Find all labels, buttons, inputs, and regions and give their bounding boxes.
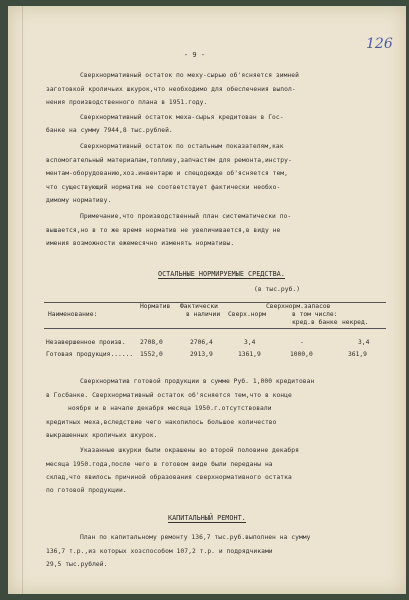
text-line: 136,7 т.р.,из которых хозспособом 107,2 т.р. и подрядчиками [46,548,273,555]
table-cell: 2706,4 [190,339,213,346]
table-cell: 1361,9 [238,351,261,358]
table-cell: Незавершенное произв. [46,339,126,346]
table-header: Норматив [140,303,171,310]
text-line: кредитных меха,вследствие чего накопилось большое количество [46,419,277,426]
table-header: некред. [342,319,369,326]
text-line: Примечание,что производственный план систематически по- [80,213,292,220]
text-line: 29,5 тыс.рублей. [46,561,108,568]
text-line: Сверхнормативный остаток по остальным показателям,как [80,143,284,150]
text-line: димому нормативу. [46,197,112,204]
section-title: ОСТАЛЬНЫЕ НОРМИРУЕМЫЕ СРЕДСТВА. [158,270,285,278]
text-line: ментам-оборудованию,хоз.инвентарю и спецодежде об'ясняется тем, [46,170,288,177]
table-header: в наличии [186,311,221,318]
handwritten-folio-number: 126 [366,36,393,52]
document-page [8,6,406,594]
text-line: Указанные шкурки были окрашены во второй половине декабря [80,447,299,454]
section-title: КАПИТАЛЬНЫЙ РЕМОНТ. [168,514,246,522]
table-header: Сверх.норм [228,311,266,318]
text-line: месяца 1950.года,после чего в готовом виде были переданы на [46,461,273,468]
table-header: кред.в банке [292,319,338,326]
table-rule-bottom [44,328,386,329]
unit-note: (в тыс.руб.) [254,286,301,293]
table-header: Наименование: [48,311,98,318]
text-line: Сверхнорматив готовой продукции в сумме Руб. 1,000 кредитован [80,378,315,385]
text-line: заготовкой кроличьих шкурок,что необходимо для обеспечения выпол- [46,86,296,93]
table-cell: 2913,9 [190,351,213,358]
text-line: нения производственного плана в 1951.году. [46,99,208,106]
table-header: Фактически [180,303,218,310]
text-line: Сверхнормативный остаток меха-сырья кредитован в Гос- [80,114,284,121]
text-line: в Госбанке. Сверхнормативный остаток об'ясняется тем,что в конце [46,392,292,399]
text-line: склад,что явилось причиной образования сверхнормативного остатка [46,474,292,481]
text-line: по готовой продукции. [46,487,127,494]
text-line: План по капитальному ремонту 136,7 тыс.руб.выполнен на сумму [80,534,311,541]
text-line: ноября и в начале декабря месяца 1950.г.отсутствовали [68,405,272,412]
text-line: вспомогательный материалам,топливу,запчастям для ремонта,инстру- [46,157,292,164]
margin-line [22,6,23,594]
text-line: выкрашенных кроличьих шкурок. [46,432,158,439]
table-header: в том числе: [292,311,338,318]
text-line: что существующий норматив не соответствует фактически необхо- [46,184,281,191]
table-cell: 361,9 [348,351,367,358]
table-cell: 1000,0 [290,351,313,358]
table-cell: 1552,0 [140,351,163,358]
text-line: Сверхнормативный остаток по меху-сырью об'ясняется зимней [80,72,299,79]
table-cell: - [300,339,304,346]
table-cell: 3,4 [358,339,370,346]
table-cell: Готовая продукция...... [46,351,134,358]
table-header: Сверхнорм.запасов [266,303,331,310]
page-number: - 9 - [184,51,206,59]
table-cell: 2708,0 [140,339,163,346]
table-cell: 3,4 [244,339,256,346]
text-line: вышается,но в то же время норматив не увеличивается,в виду не [46,227,281,234]
text-line: имения возможности ежемесячно изменять нормативы. [46,240,235,247]
text-line: банке на сумму 7944,8 тыс.рублей. [46,127,173,134]
